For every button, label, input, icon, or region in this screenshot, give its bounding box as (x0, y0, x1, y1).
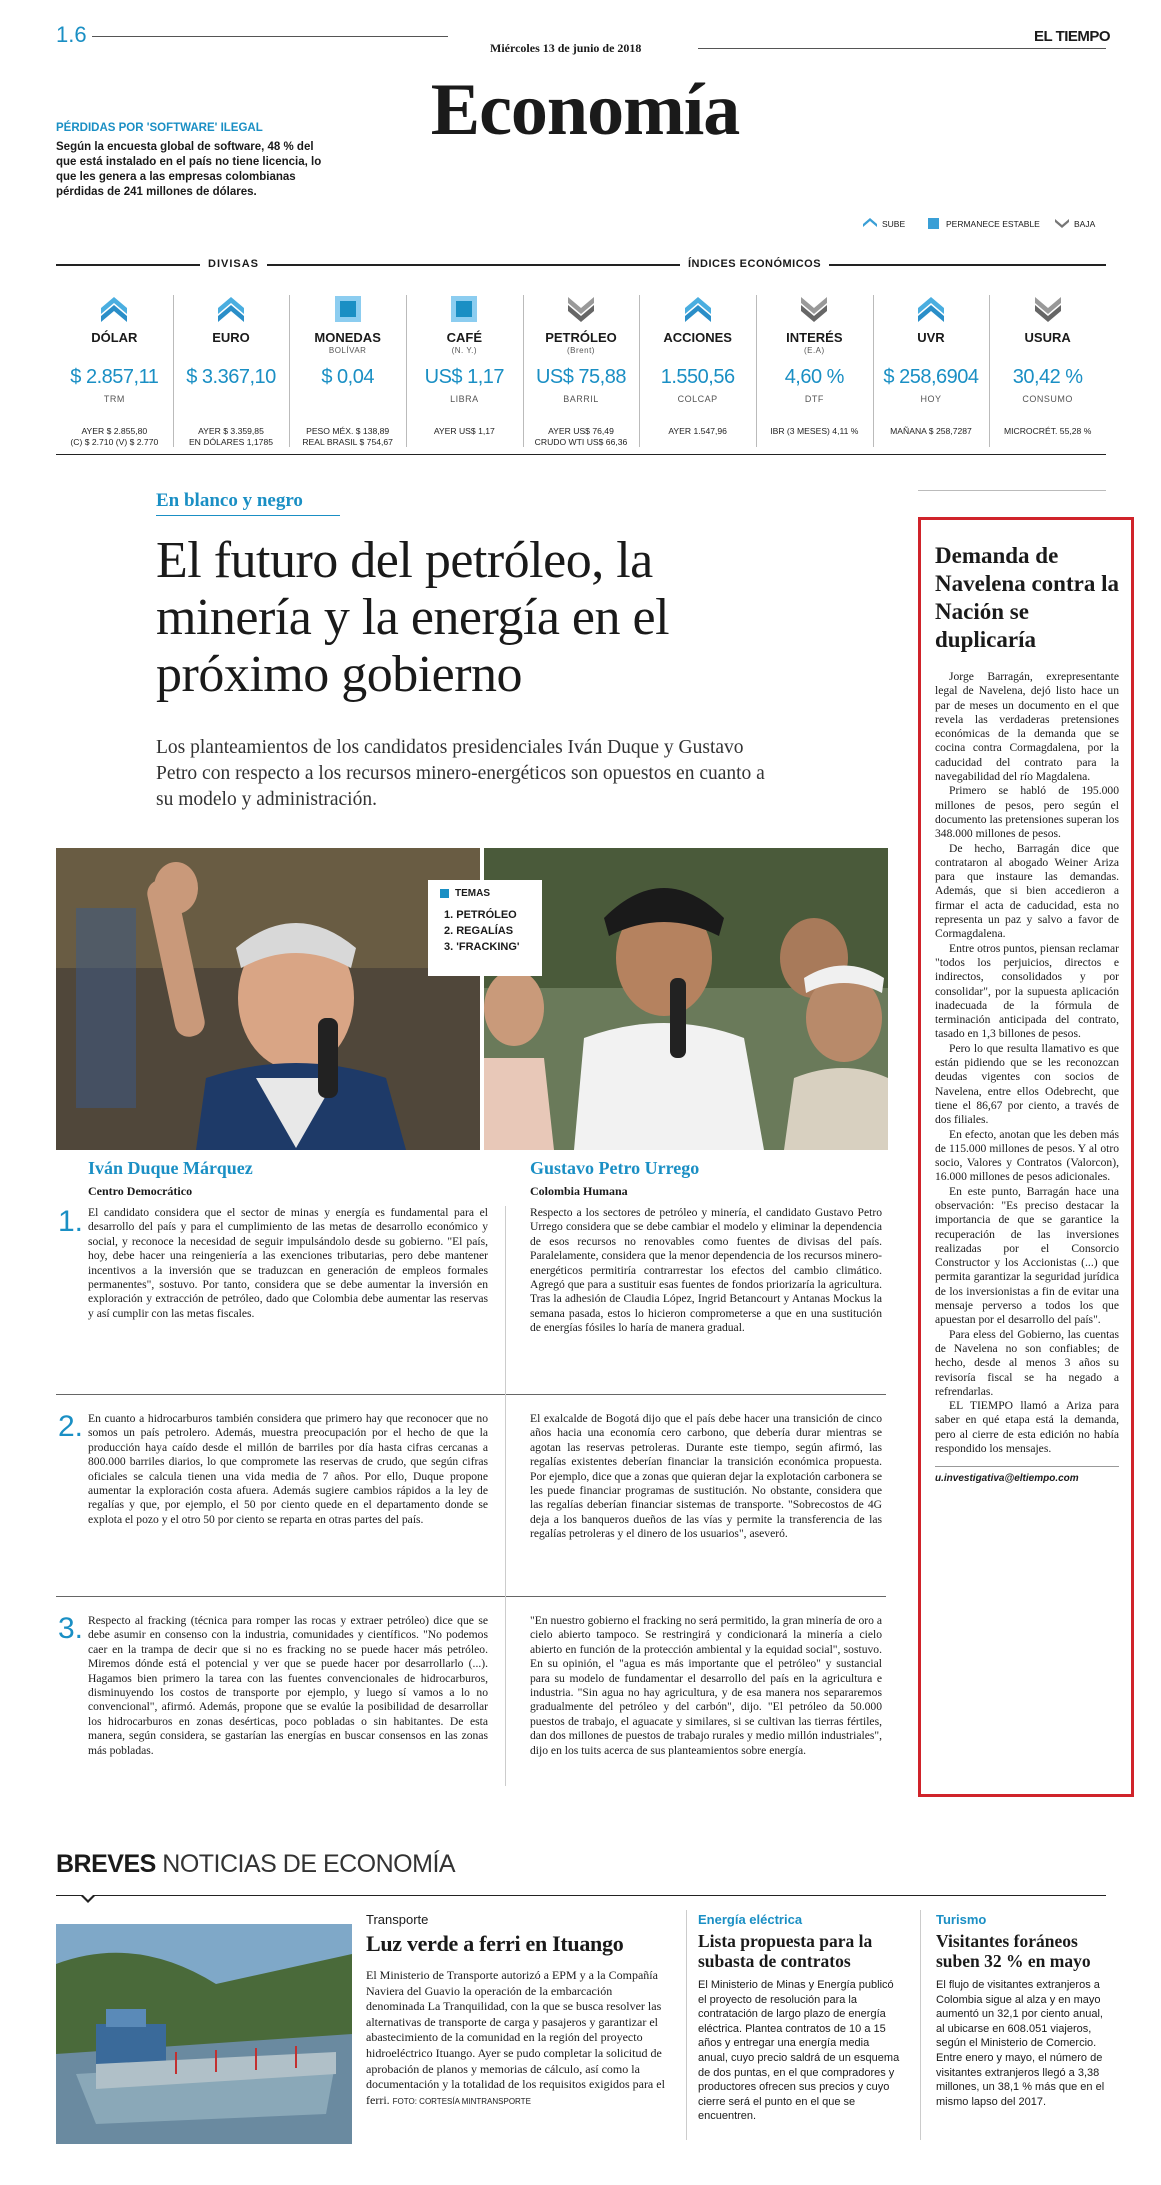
sidebar-paragraph: EL TIEMPO llamó a Ariza para saber en qué etapa está la demanda, pero al cierre de esta edición no había respondido los mensajes. (935, 1399, 1119, 1456)
down-arrow-icon (799, 294, 829, 324)
duque-section-text: Respecto al fracking (técnica para romper las rocas y extraer petróleo) dice que se debe asumir en consenso con la industria, comunidades y científicos. "No podemos caer en la trampa de decir que si no es fracking no se puede hacer más petróleo. Miremos dónde está el potencial y ver que se puede hacer por desarrollarlo (...). Hagamos bien primero la tarea con las fuentes convencionales de hidrocarburos, disminuyendo los costos de transporte por ejemplo, y luego sí vamos a lo no convencional", afirmó. Además, propone que se evalúe la posibilidad de desarrollar los hidrocarburos en zonas desérticas, poco pobladas o sin habitantes. De esta manera, según considera, se gastarían las energías en buscar consensos en las zonas más pobladas. (88, 1614, 488, 1757)
indicator-divider (639, 295, 640, 447)
theme-item: 2. REGALÍAS (444, 925, 514, 937)
indicator-foot: IBR (3 MESES) 4,11 % (770, 426, 859, 436)
petro-name: Gustavo Petro Urrego (530, 1158, 700, 1178)
software-sidebar-title: PÉRDIDAS POR 'SOFTWARE' ILEGAL (56, 122, 263, 134)
ferry-photo (56, 1924, 352, 2144)
indicator-value: $ 258,6904 (883, 366, 979, 388)
indicator-usura (989, 290, 1106, 455)
sidebar-title: Demanda de Navelena contra la Nación se duplicaría (935, 543, 1119, 652)
indicator-name: EURO (212, 330, 250, 345)
square-icon (449, 294, 479, 324)
brand-logo: EL TIEMPO (1034, 28, 1111, 45)
indicator-sub: (N. Y.) (451, 346, 478, 355)
theme-item: 3. 'FRACKING' (444, 941, 520, 953)
sidebar-paragraph: Entre otros puntos, piensan reclamar "todos los perjuicios, directos e indirectos, consolidados y por consolidar", por la supuesta aplicación inadecuada de la fórmula de terminación anticipada del contrato, tasado en 1,3 billones de pesos. (935, 941, 1119, 1041)
indicator-foot: CRUDO WTI US$ 66,36 (534, 437, 628, 447)
indicator-name: INTERÉS (786, 330, 843, 345)
indicator-sub: (E.A) (803, 346, 825, 355)
tourism-kicker: Turismo (936, 1912, 987, 1927)
duque-name: Iván Duque Márquez (88, 1158, 253, 1178)
theme-item: 1. PETRÓLEO (444, 909, 517, 921)
indicator-foot: MAÑANA $ 258,7287 (890, 426, 972, 436)
indicator-divider (873, 295, 874, 447)
themes-box (428, 880, 542, 976)
petro-party: Colombia Humana (530, 1184, 628, 1198)
indicator-divider (289, 295, 290, 447)
indicator-foot: (C) $ 2.710 (V) $ 2.770 (70, 437, 159, 447)
down-arrow-icon (566, 294, 596, 324)
energy-headline: Lista propuesta para la subasta de contratos (698, 1931, 873, 1971)
indicator-foot: MICROCRÉT. 55,28 % (1003, 426, 1092, 436)
indicator-divider (989, 295, 990, 447)
sidebar-paragraph: En efecto, anotan que les deben más de 115.000 millones de pesos. Y al otro socio, Valores y Contratos (Valorcon), 16.000 millones de pesos adicionales. (935, 1127, 1119, 1184)
sidebar-paragraph: En este punto, Barragán hace una observación: "Es preciso destacar la importancia de que se garantice la recuperación de las inversiones realizadas por el Consorcio Constructor y los Accionistas (...) que permita garantizar la seguridad jurídica de los inversionistas a fin de evitar una mensaje perverso a todos los que apuestan por el desarrollo del país". (935, 1184, 1119, 1327)
themes-label: TEMAS (455, 888, 490, 899)
indicator-unit: COLCAP (677, 394, 718, 404)
square-icon (440, 889, 449, 898)
sidebar-paragraph: Primero se habló de 195.000 millones de pesos, pero según el documento las pretensiones superan los 348.000 millones de pesos. (935, 784, 1119, 841)
indicator-foot: AYER $ 2.855,80 (81, 426, 148, 436)
legend-label: PERMANECE ESTABLE (946, 219, 1040, 229)
indicator-sub: BOLÍVAR (328, 346, 367, 355)
navelena-sidebar (918, 517, 1134, 1797)
indicator-petróleo (523, 290, 640, 455)
photo-credit: FOTO: CORTESÍA MINTRANSPORTE (392, 2096, 531, 2106)
square-icon (928, 218, 939, 229)
petro-section-text: El exalcalde de Bogotá dijo que el país debe hacer una transición de cinco años hacia una economía cero carbono, que debería durar mientras se agotan las reservas petroleras. Durante este tiempo, según afirmó, las regalías existentes deberían financiar la transición económica propuesta. Por ejemplo, dice que a zonas que quieran dejar la explotación carbonera se les puede financiar programas de sustitución. No obstante, considera que las regalías deberían financiar sistemas de transporte. "Sobrecostos de 4G deja a los banqueros dueños de las vías y permite la transferencia de las regalías petroleras y el dinero de los usuarios", aseveró. (530, 1412, 882, 1541)
ferry-kicker: Transporte (366, 1912, 429, 1927)
indicator-unit: HOY (920, 394, 942, 404)
indicator-uvr (873, 290, 990, 455)
legend-label: BAJA (1074, 219, 1096, 229)
down-arrow-icon (1054, 216, 1070, 235)
petro-photo (484, 848, 888, 1150)
indicator-name: MONEDAS (314, 330, 381, 345)
divisas-label: DIVISAS (200, 258, 267, 270)
indicator-value: 1.550,56 (660, 366, 735, 388)
market-legend (862, 216, 1112, 232)
indicator-euro (173, 290, 290, 455)
sidebar-email[interactable]: u.investigativa@eltiempo.com (935, 1473, 1079, 1485)
sidebar-paragraph: Para eless del Gobierno, las cuentas de Navelena no son confiables; de hecho, desde al menos 3 años su revisoría fiscal se ha negado a refrendarlas. (935, 1327, 1119, 1398)
tourism-text: El flujo de visitantes extranjeros a Colombia sigue al alza y en mayo aumentó un 32,1 por ciento anual, al ubicarse en 608.051 viajeros, según el Ministerio de Comercio. Entre enero y mayo, el número de visitantes extranjeros llegó a 3,38 millones, un 38,1 % más que en el mismo lapso del 2017. (936, 1979, 1105, 2108)
indicator-divider (406, 295, 407, 447)
energy-text: El Ministerio de Minas y Energía publicó el proyecto de resolución para la contratación de largo plazo de energía eléctrica. Plantea contratos de 10 a 15 años y entregar una energía media anual, cuyo precio saldrá de un esquema de dos puntas, en el que compradores y productores ofrecen sus precios y cuyo cierre será el punto en el que se encuentren. (698, 1979, 900, 2123)
indicator-interés (756, 290, 873, 455)
indicator-divider (756, 295, 757, 447)
sidebar-paragraph: Jorge Barragán, exrepresentante legal de Navelena, dejó listo hace un par de meses un documento en el que revela las verdaderas pretensiones económicas de la demanda que se cocina contra Cormagdalena, por la caducidad del contrato para la navegabilidad del río Magdalena. (935, 670, 1119, 784)
page-number: 1.6 (56, 22, 87, 47)
indicator-foot: EN DÓLARES 1,1785 (188, 437, 274, 447)
down-arrow-icon (1033, 294, 1063, 324)
square-icon (333, 294, 363, 324)
breves-rest: NOTICIAS DE ECONOMÍA (162, 1850, 456, 1878)
indicator-acciones (639, 290, 756, 455)
up-arrow-icon (916, 294, 946, 324)
indicator-name: DÓLAR (91, 330, 138, 345)
indicator-name: UVR (917, 330, 945, 345)
indicator-value: US$ 75,88 (535, 366, 626, 388)
sidebar-paragraph: Pero lo que resulta llamativo es que están pidiendo que se les reconozcan deudas vigentes con socios de Navelena, entre ellos Odebrecht, que tiene el 86,67 por ciento, a través de dos filiales. (935, 1041, 1119, 1127)
indicator-unit: DTF (804, 394, 824, 404)
ferry-headline: Luz verde a ferri en Ituango (366, 1931, 624, 1956)
energy-kicker: Energía eléctrica (698, 1912, 803, 1927)
indicator-sub: (Brent) (567, 346, 595, 355)
indicator-divider (173, 295, 174, 447)
indicator-café (406, 290, 523, 455)
breves-bold: BREVES (56, 1850, 156, 1878)
article-kicker: En blanco y negro (156, 490, 303, 511)
indicator-foot: PESO MÉX. $ 138,89 (306, 426, 390, 436)
indicator-foot: AYER $ 3.359,85 (198, 426, 264, 436)
sidebar-body (935, 670, 1119, 1456)
section-number: 2. (58, 1410, 84, 1443)
section-number: 3. (58, 1612, 84, 1645)
up-arrow-icon (216, 294, 246, 324)
duque-section-text: En cuanto a hidrocarburos también considera que primero hay que reconocer que no somos un país petrolero. Además, muestra preocupación por el hecho de que la producción haya caído desde el millón de barriles por día hasta cifras cercanas a 800.000 barriles diarios, lo que compromete las reservas de crudo, que según cifras oficiales se calcula tienen una vida media de 7 años. Por ello, Duque propone aumentar la exploración costa afuera. Además sugiere cambios rápidos a la ley de regalías y que, por ejemplo, el 50 por ciento quede en el departamento donde se explota el pozo y el otro 50 por ciento se reparta en otras partes del país. (88, 1412, 488, 1526)
software-sidebar-text: Según la encuesta global de software, 48 % del que está instalado en el país no tiene licencia, lo que les genera a las empresas colombianas pérdidas de 241 millones de dólares. (56, 141, 322, 198)
indicator-monedas (289, 290, 406, 455)
article-deck: Los planteamientos de los candidatos presidenciales Iván Duque y Gustavo Petro con respecto a los recursos minero-energéticos son opuestos en cuanto a su modelo y administración. (156, 737, 765, 810)
petro-section-text: "En nuestro gobierno el fracking no será permitido, la gran minería de oro a cielo abierto tampoco. Se restringirá y condicionará la minería a cielo abierto en función de la protección ambiental y la equidad social", sostuvo. En su opinión, el "agua es más importante que el petróleo" y sustancial para su modelo de fundamentar el desarrollo del país en la agricultura e industria. "Sin agua no hay agricultura, y de esa manera nos separaremos gradualmente del petróleo y del carbón", dijo. "El petróleo da 50.000 puestos de trabajo, el aguacate y similares, si se cultivan las tierras fértiles, dan dos millones de puestos de trabajo rurales y medio millón industriales", dijo en los tuits acerca de sus planteamientos sobre energía. (530, 1614, 882, 1757)
duque-photo (56, 848, 480, 1150)
indices-label: ÍNDICES ECONÓMICOS (680, 258, 829, 270)
breves-title (56, 1850, 455, 1879)
indicator-unit: TRM (103, 394, 125, 404)
indicator-divider (523, 295, 524, 447)
indicator-unit: LIBRA (450, 394, 479, 404)
indicator-value: 4,60 % (784, 366, 844, 388)
indicator-foot: AYER US$ 1,17 (433, 426, 495, 436)
ferry-text: El Ministerio de Transporte autorizó a EPM y a la Compañía Naviera del Guavio la operación de la embarcación denominada La Tranquilidad, con la que se busca resolver las alternativas de transporte de carga y pasajeros y garantizar el abastecimiento de la comunidad en la región del proyecto hidroeléctrico Ituango. Ayer se pudo completar la solicitud de aprobación de planos y memorias de cálculo, así como la documentación y la totalidad de los requisitos exigidos para el ferri. FOTO: CORTESÍA MINTRANSPORTE (366, 1968, 665, 2107)
petro-section-text: Respecto a los sectores de petróleo y minería, el candidato Gustavo Petro Urrego considera que se debe cambiar el modelo y eliminar la dependencia de esos recursos no renovables como fuentes de divisas del país. Paralelamente, considera que la menor dependencia de los recursos minero-energéticos permitiría contrarrestar los efectos del cambio climático. Agregó que para a sustituir esas fuentes de fondos priorizaría la agricultura. Tras la adhesión de Claudia López, Ingrid Betancourt y Antanas Mockus la semana pasada, estos lo hicieron comprometerse a que en una sustitución de energías fósiles lo haría de manera gradual. (530, 1206, 882, 1335)
issue-date: Miércoles 13 de junio de 2018 (490, 41, 642, 55)
indicator-value: US$ 1,17 (424, 366, 505, 388)
indicator-value: 30,42 % (1012, 366, 1083, 388)
sidebar-paragraph: De hecho, Barragán dice que contrataron al abogado Weiner Ariza para que instaure las demandas. Además, que si bien accedieron a firmar el acta de caducidad, esta no representa un paz y salvo a favor de Cormagdalena. (935, 841, 1119, 941)
indicator-foot: REAL BRASIL $ 754,67 (302, 437, 393, 447)
indicator-name: USURA (1024, 330, 1071, 345)
indicator-name: CAFÉ (446, 330, 483, 345)
indicator-name: PETRÓLEO (545, 330, 617, 345)
indicator-name: ACCIONES (663, 330, 732, 345)
duque-section-text: El candidato considera que el sector de minas y energía es fundamental para el desarrollo del país y para el cumplimiento de las metas de desarrollo económico y social, y reconoce la necesidad de seguir impulsándolo desde su gobierno. "El país, hoy, debe hacer una reingeniería a las exenciones tributarias, pero debe mantener incentivos a la inversión que se traduzcan en generación de empleos formales permanentes", sostuvo. Por tanto, considera que se debe aumentar la inversión en exploración y extracción de petróleo, dado que Colombia debe aumentar las reservas y así cumplir con las metas fiscales. (88, 1206, 488, 1320)
up-arrow-icon (862, 216, 878, 235)
indicator-foot: AYER US$ 76,49 (548, 426, 614, 436)
legend-label: SUBE (882, 219, 906, 229)
indicator-unit: BARRIL (563, 394, 599, 404)
section-title: Economía (430, 69, 740, 151)
indicator-value: $ 2.857,11 (70, 366, 159, 388)
indicator-dólar (56, 290, 173, 455)
indicator-foot: AYER 1.547,96 (668, 426, 727, 436)
section-number: 1. (58, 1205, 84, 1238)
duque-party: Centro Democrático (88, 1184, 193, 1198)
up-arrow-icon (99, 294, 129, 324)
indicator-value: $ 3.367,10 (186, 366, 276, 388)
tourism-headline: Visitantes foráneos suben 32 % en mayo (936, 1931, 1091, 1971)
article-headline: El futuro del petróleo, la minería y la energía en el próximo gobierno (156, 532, 670, 703)
indicator-value: $ 0,04 (321, 366, 374, 388)
up-arrow-icon (683, 294, 713, 324)
indicator-unit: CONSUMO (1022, 394, 1073, 404)
